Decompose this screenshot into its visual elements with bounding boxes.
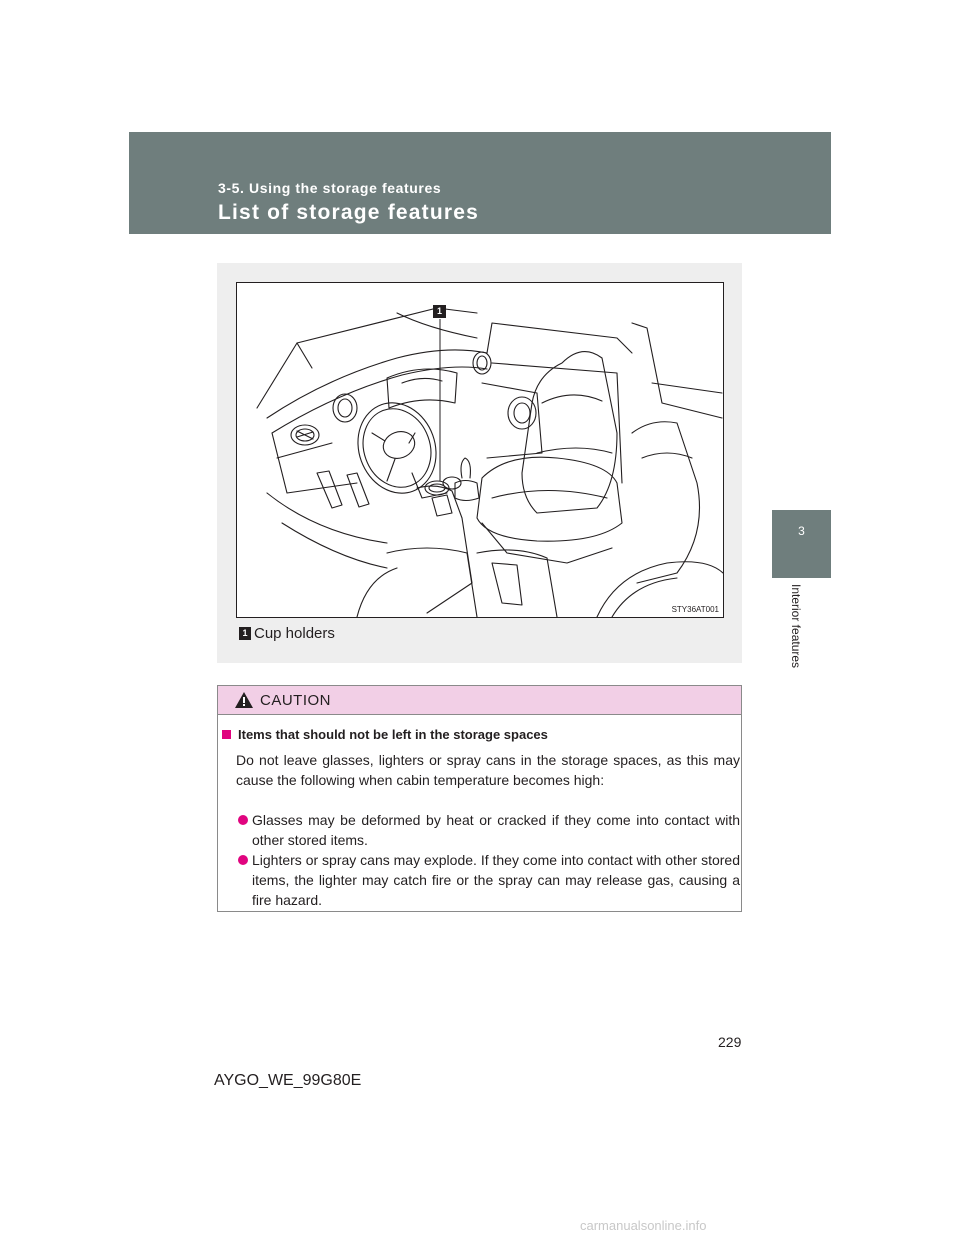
- chapter-label: Interior features: [789, 584, 803, 669]
- legend-number: 1: [239, 627, 251, 640]
- caution-paragraph: Do not leave glasses, lighters or spray cans in the storage spaces, as this may cause the following when cabin temperature becomes high:: [236, 752, 740, 788]
- legend-label: Cup holders: [254, 624, 335, 642]
- page-number: 229: [718, 1034, 742, 1050]
- list-item: [238, 810, 740, 850]
- chapter-number: 3: [798, 524, 805, 538]
- caution-title: CAUTION: [260, 692, 331, 709]
- square-bullet-icon: [222, 730, 231, 739]
- document-code: AYGO_WE_99G80E: [214, 1072, 362, 1089]
- round-bullet-icon: [238, 815, 248, 825]
- list-item-text: Glasses may be deformed by heat or cracked if they come into contact with other stored items.: [252, 812, 740, 848]
- round-bullet-icon: [238, 855, 248, 865]
- watermark[interactable]: carmanualsonline.info: [580, 1218, 707, 1233]
- callout-badge: 1: [433, 305, 446, 318]
- list-item: [238, 850, 740, 910]
- caution-heading-text: Items that should not be left in the storage spaces: [238, 727, 548, 742]
- page-title: List of storage features: [218, 201, 480, 224]
- cabin-illustration: [236, 282, 724, 618]
- figure-code: STY36AT001: [671, 605, 719, 614]
- car-interior-drawing: [237, 283, 723, 617]
- warning-triangle-icon: [234, 691, 254, 709]
- list-item-text: Lighters or spray cans may explode. If they come into contact with other stored items, the lighter may catch fire or the spray can may release gas, causing a fire hazard.: [252, 852, 740, 908]
- chapter-tab[interactable]: [772, 510, 831, 578]
- caution-heading: [222, 727, 548, 742]
- legend-item: [239, 624, 335, 642]
- caution-header: [218, 686, 741, 715]
- caution-box: [217, 685, 742, 912]
- section-label: 3-5. Using the storage features: [218, 180, 442, 196]
